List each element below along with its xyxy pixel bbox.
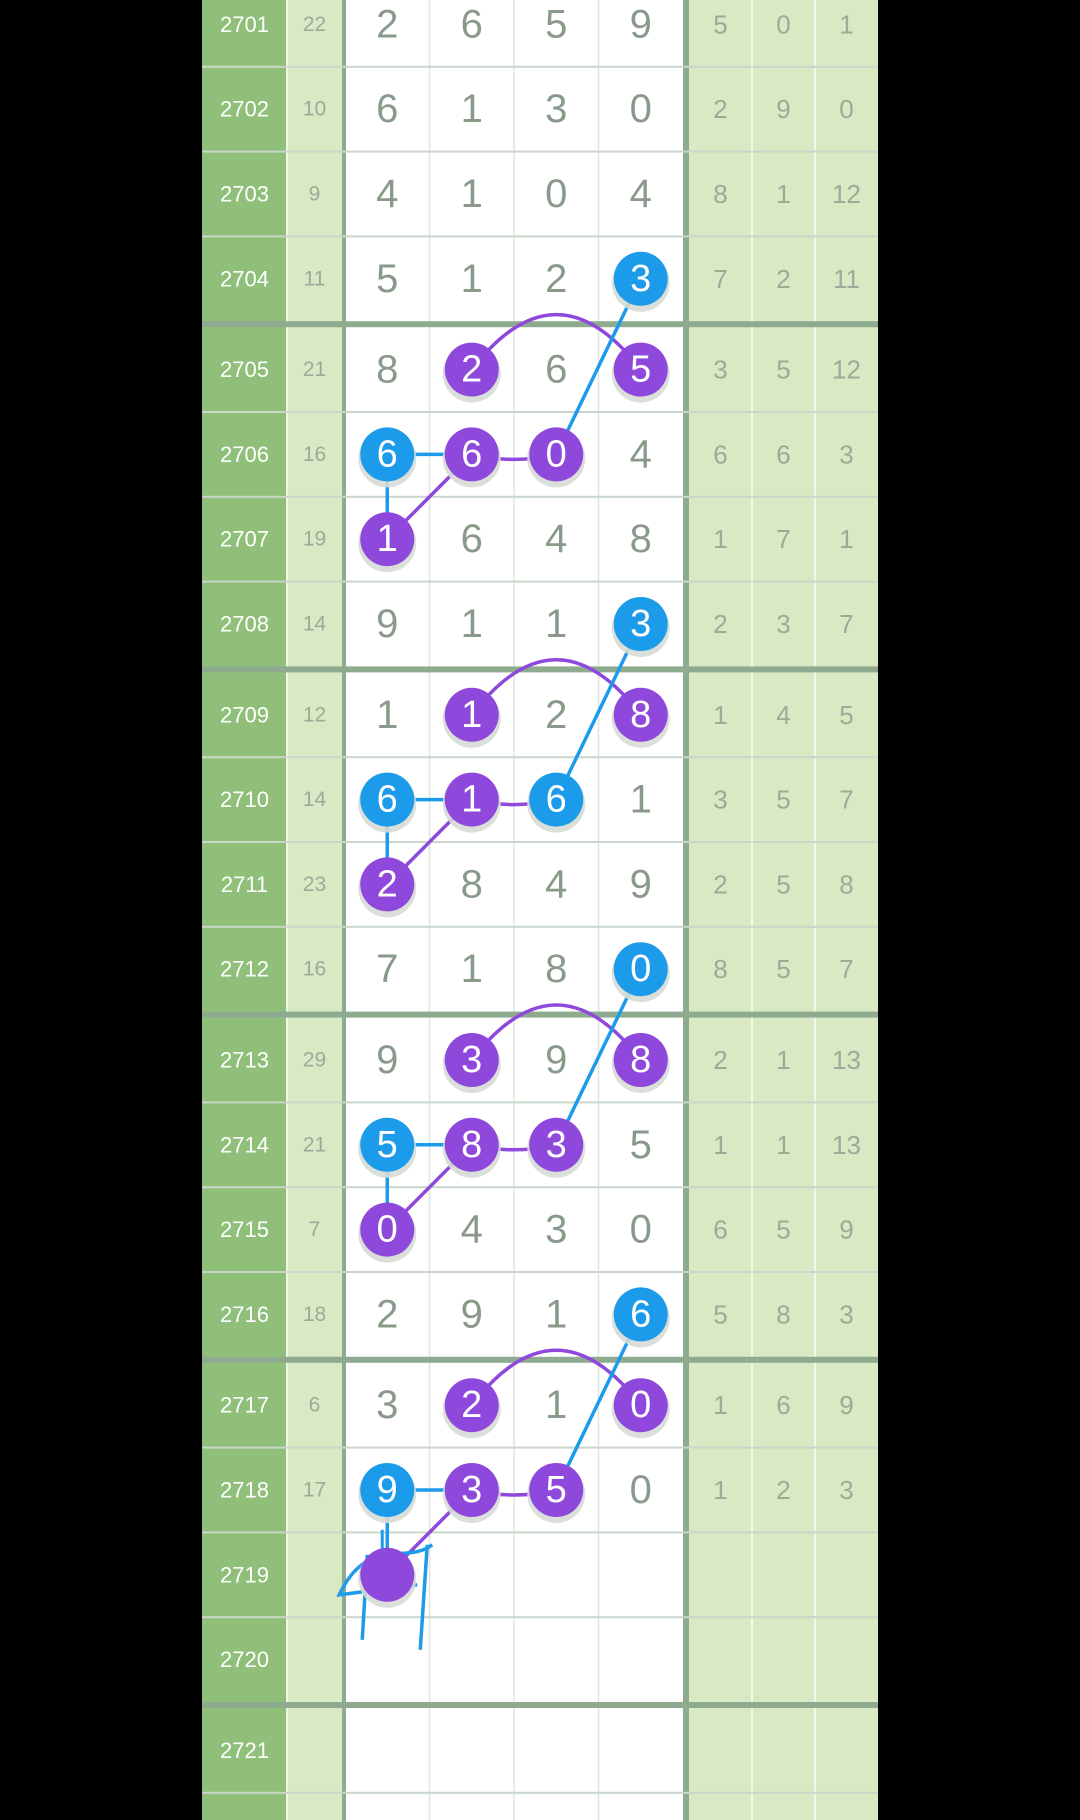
period-label: 2715 xyxy=(220,1217,269,1243)
stat-value: 5 xyxy=(713,9,728,40)
period-label: 2720 xyxy=(220,1647,269,1673)
period-label: 2702 xyxy=(220,96,269,122)
ball-digit: 0 xyxy=(376,1208,398,1251)
period-label: 2714 xyxy=(220,1132,269,1158)
row-line xyxy=(202,581,878,583)
stat-value: 2 xyxy=(713,609,728,639)
digit-cell: 1 xyxy=(460,602,483,646)
digit-cell: 1 xyxy=(460,256,483,301)
digit-cell: 8 xyxy=(460,862,483,907)
stat-value: 1 xyxy=(713,699,728,730)
digit-cell: 6 xyxy=(460,2,483,47)
sum-value: 18 xyxy=(302,1302,327,1326)
stat-value: 8 xyxy=(776,1299,791,1330)
sum-value: 11 xyxy=(303,267,326,291)
stat-value: 1 xyxy=(776,1045,791,1075)
digit-cell: 6 xyxy=(460,517,483,562)
row-line xyxy=(202,151,878,153)
digit-cell: 0 xyxy=(545,172,568,216)
ball-digit: 1 xyxy=(376,518,398,561)
stat-value: 3 xyxy=(839,439,854,470)
digit-cell: 0 xyxy=(629,1207,652,1252)
digit-cell: 9 xyxy=(629,862,652,907)
stat-value: 2 xyxy=(713,94,728,125)
period-label: 2709 xyxy=(220,702,269,728)
stat-value: 1 xyxy=(713,524,728,555)
digit-cell: 8 xyxy=(376,347,399,392)
sum-value: 21 xyxy=(302,358,327,382)
stat-value: 13 xyxy=(832,1045,861,1075)
separator xyxy=(342,0,346,1820)
digit-cell: 8 xyxy=(545,947,568,992)
group-separator xyxy=(202,666,878,672)
ball-digit: 6 xyxy=(630,1293,652,1336)
sum-value: 19 xyxy=(302,527,327,551)
period-label: 2701 xyxy=(220,11,269,37)
ball-digit: 8 xyxy=(630,1039,652,1081)
sum-value: 16 xyxy=(302,957,327,981)
digit-cell: 9 xyxy=(376,602,399,646)
period-label: 2711 xyxy=(220,871,269,897)
stat-value: 3 xyxy=(713,784,728,815)
ball-digit: 1 xyxy=(461,778,483,821)
sum-value: 16 xyxy=(302,442,327,466)
period-label: 2719 xyxy=(220,1562,269,1588)
row-line xyxy=(202,66,878,68)
stat-value: 13 xyxy=(832,1129,861,1160)
stat-value: 3 xyxy=(839,1475,854,1505)
row-line xyxy=(202,1616,878,1618)
digit-cell: 9 xyxy=(460,1292,483,1337)
sum-value: 17 xyxy=(302,1478,327,1502)
digit-cell: 2 xyxy=(545,692,568,737)
period-label: 2718 xyxy=(220,1477,269,1503)
stat-value: 7 xyxy=(839,609,854,639)
stat-value: 0 xyxy=(776,9,791,40)
stat-value: 12 xyxy=(832,354,861,385)
digit-cell: 3 xyxy=(376,1383,399,1428)
sum-value: 10 xyxy=(302,97,327,121)
ball-digit: 2 xyxy=(461,1384,483,1427)
digit-cell: 4 xyxy=(629,172,652,216)
stat-value: 2 xyxy=(713,1045,728,1075)
period-label: 2713 xyxy=(220,1047,269,1073)
ball-digit: 6 xyxy=(461,433,483,476)
digit-cell: 4 xyxy=(545,862,568,907)
sum-value: 7 xyxy=(308,1218,321,1242)
period-label: 2707 xyxy=(220,526,269,552)
ball-digit: 5 xyxy=(630,348,652,391)
group-separator xyxy=(202,1012,878,1018)
ball-digit: 8 xyxy=(461,1123,483,1166)
stat-value: 0 xyxy=(839,94,854,125)
digit-cell: 6 xyxy=(376,87,399,132)
digit-cell: 1 xyxy=(376,692,399,737)
row-line xyxy=(202,1792,878,1794)
sum-value: 6 xyxy=(308,1393,321,1417)
ball-digit: 3 xyxy=(630,603,652,645)
digit-cell: 1 xyxy=(460,172,483,216)
group-separator xyxy=(202,1357,878,1363)
digit-cell: 6 xyxy=(545,347,568,392)
ball-digit: 6 xyxy=(376,433,398,476)
sum-value: 22 xyxy=(302,12,327,36)
stat-value: 11 xyxy=(833,263,860,294)
digit-cell: 1 xyxy=(545,1383,568,1428)
ball-digit: 3 xyxy=(545,1123,567,1166)
period-label: 2721 xyxy=(220,1737,269,1763)
stat-value: 5 xyxy=(776,869,791,900)
sum-value: 14 xyxy=(302,788,327,812)
stat-value: 12 xyxy=(832,179,861,209)
sum-value: 23 xyxy=(302,872,327,896)
ball-digit: 3 xyxy=(630,257,652,300)
digit-cell: 5 xyxy=(376,256,399,301)
stat-value: 9 xyxy=(776,94,791,125)
stat-value: 5 xyxy=(713,1299,728,1330)
stat-value: 4 xyxy=(776,699,791,730)
row-line xyxy=(202,756,878,758)
period-label: 2717 xyxy=(220,1392,269,1418)
group-separator xyxy=(202,1702,878,1708)
ball-digit: 0 xyxy=(630,948,652,991)
stat-value: 6 xyxy=(713,439,728,470)
row-line xyxy=(202,1271,878,1273)
stat-value: 1 xyxy=(713,1390,728,1421)
digit-cell: 1 xyxy=(460,947,483,992)
stat-value: 3 xyxy=(713,354,728,385)
stat-value: 1 xyxy=(776,1129,791,1160)
stat-value: 1 xyxy=(839,9,854,40)
stat-value: 9 xyxy=(839,1390,854,1421)
row-line xyxy=(202,1101,878,1103)
sum-value: 12 xyxy=(302,703,327,727)
row-line xyxy=(202,1447,878,1449)
ball-digit: 2 xyxy=(376,863,398,906)
period-label: 2705 xyxy=(220,357,269,383)
ball-digit: 1 xyxy=(461,693,483,736)
stat-value: 6 xyxy=(776,439,791,470)
digit-cell: 3 xyxy=(545,1207,568,1252)
stat-value: 1 xyxy=(776,179,791,209)
ball-digit: 3 xyxy=(461,1039,483,1081)
row-line xyxy=(202,496,878,498)
stat-value: 5 xyxy=(776,1214,791,1245)
stat-value: 3 xyxy=(776,609,791,639)
period-label: 2703 xyxy=(220,181,269,207)
digit-cell: 2 xyxy=(545,256,568,301)
digit-cell: 1 xyxy=(460,87,483,132)
digit-cell: 0 xyxy=(629,87,652,132)
digit-cell: 1 xyxy=(545,1292,568,1337)
stat-value: 7 xyxy=(776,524,791,555)
separator xyxy=(683,0,689,1820)
ball-digit: 9 xyxy=(376,1469,398,1511)
digit-cell: 5 xyxy=(545,2,568,47)
row-line xyxy=(202,1531,878,1533)
period-label: 2706 xyxy=(220,441,269,467)
period-label: 2708 xyxy=(220,611,269,637)
row-line xyxy=(202,841,878,843)
stat-value: 1 xyxy=(839,524,854,555)
sum-value: 29 xyxy=(302,1048,327,1072)
stat-value: 6 xyxy=(713,1214,728,1245)
ball-digit: 5 xyxy=(376,1123,398,1166)
row-line xyxy=(202,1186,878,1188)
digit-cell: 0 xyxy=(629,1468,652,1512)
digit-cell: 4 xyxy=(629,432,652,477)
stat-value: 9 xyxy=(839,1214,854,1245)
digit-cell: 1 xyxy=(545,602,568,646)
stat-value: 5 xyxy=(839,699,854,730)
digit-cell: 9 xyxy=(376,1038,399,1082)
digit-cell: 1 xyxy=(629,777,652,822)
period-label: 2704 xyxy=(220,266,269,292)
digit-cell: 9 xyxy=(545,1038,568,1082)
stat-value: 8 xyxy=(713,954,728,985)
digit-cell: 4 xyxy=(460,1207,483,1252)
stat-value: 5 xyxy=(776,784,791,815)
digit-cell: 9 xyxy=(629,2,652,47)
digit-cell: 5 xyxy=(629,1122,652,1167)
row-line xyxy=(202,235,878,237)
stat-value: 7 xyxy=(839,784,854,815)
stat-value: 8 xyxy=(713,179,728,209)
stat-value: 8 xyxy=(839,869,854,900)
digit-cell: 8 xyxy=(629,517,652,562)
ball-digit: 0 xyxy=(630,1384,652,1427)
ball-digit: 5 xyxy=(545,1469,567,1511)
stat-value: 3 xyxy=(839,1299,854,1330)
group-separator xyxy=(202,321,878,327)
stat-value: 6 xyxy=(776,1390,791,1421)
digit-cell: 2 xyxy=(376,2,399,47)
digit-cell: 7 xyxy=(376,947,399,992)
stat-value: 2 xyxy=(713,869,728,900)
period-label: 2716 xyxy=(220,1301,269,1327)
stat-value: 2 xyxy=(776,1475,791,1505)
stat-value: 5 xyxy=(776,354,791,385)
sum-value: 14 xyxy=(302,612,327,636)
digit-cell: 3 xyxy=(545,87,568,132)
ball-digit: 2 xyxy=(461,348,483,391)
period-label: 2710 xyxy=(220,787,269,813)
ball-digit: 0 xyxy=(545,433,567,476)
digit-cell: 2 xyxy=(376,1292,399,1337)
ball-digit: 6 xyxy=(545,778,567,821)
stat-value: 5 xyxy=(776,954,791,985)
digit-cell: 4 xyxy=(376,172,399,216)
ball-digit: 3 xyxy=(461,1469,483,1511)
sum-value: 21 xyxy=(302,1133,327,1157)
sum-value: 9 xyxy=(308,182,321,206)
row-line xyxy=(202,926,878,928)
stat-value: 2 xyxy=(776,263,791,294)
stat-value: 1 xyxy=(713,1475,728,1505)
stat-value: 7 xyxy=(713,263,728,294)
row-line xyxy=(202,411,878,413)
stat-value: 1 xyxy=(713,1129,728,1160)
stat-value: 7 xyxy=(839,954,854,985)
period-label: 2712 xyxy=(220,956,269,982)
digit-cell: 4 xyxy=(545,517,568,562)
ball-digit: 8 xyxy=(630,693,652,736)
ball-digit: 6 xyxy=(376,778,398,821)
